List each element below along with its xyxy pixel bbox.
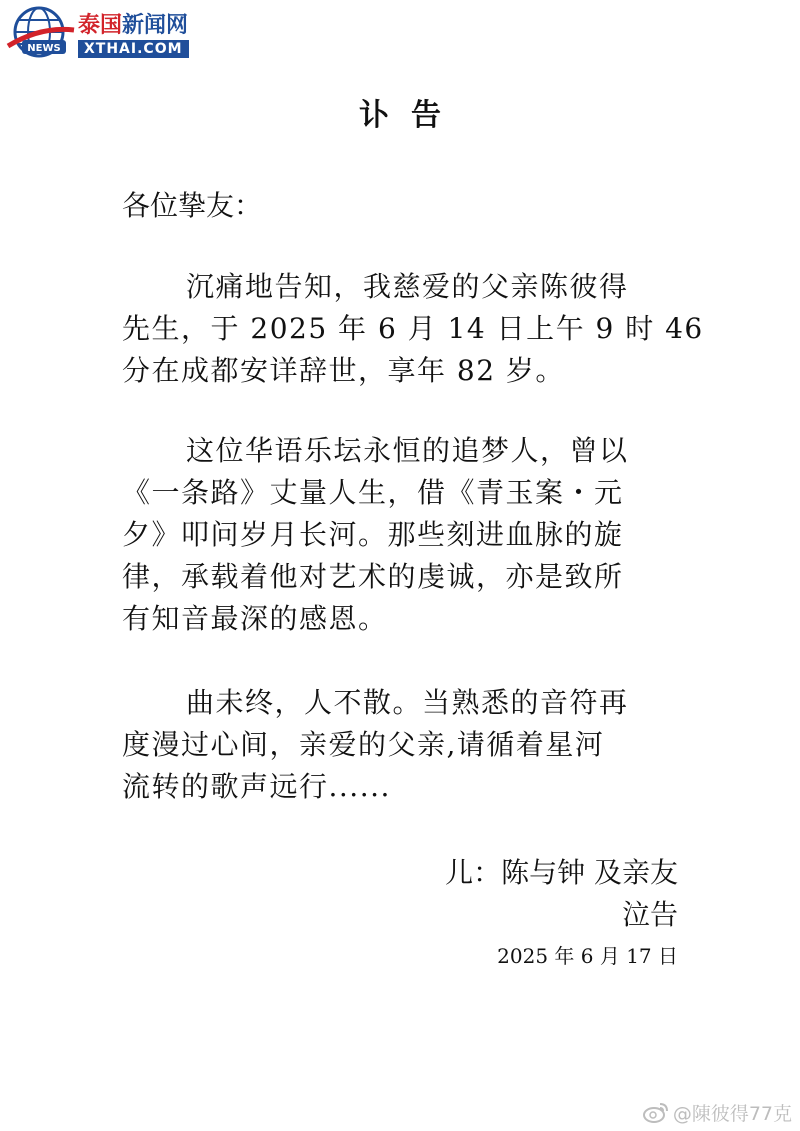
paragraph-2 bbox=[122, 430, 682, 640]
paragraph-line: 律，承载着他对艺术的虔诚，亦是致所 bbox=[122, 560, 624, 593]
greeting: 各位挚友： bbox=[122, 189, 263, 222]
document-date: 2025 年 6 月 17 日 bbox=[497, 944, 678, 968]
paragraph-line: 沉痛地告知，我慈爱的父亲陈彼得 bbox=[186, 270, 629, 303]
paragraph-line: 这位华语乐坛永恒的追梦人，曾以 bbox=[186, 434, 629, 467]
signature-closing: 泣告 bbox=[621, 898, 678, 931]
site-logo[interactable] bbox=[6, 6, 206, 60]
watermark-text: @陳彼得77克 bbox=[672, 1102, 792, 1125]
globe-icon bbox=[6, 6, 76, 60]
site-name bbox=[78, 14, 188, 38]
site-name-part1: 泰国 bbox=[78, 13, 123, 38]
signature-names: 儿：陈与钟 及亲友 bbox=[445, 856, 678, 889]
document-title: 讣告 bbox=[359, 98, 463, 133]
paragraph-line: 度漫过心间，亲爱的父亲,请循着星河 bbox=[122, 728, 605, 761]
site-domain: XTHAI.COM bbox=[78, 40, 189, 58]
site-name-part2: 新闻网 bbox=[122, 13, 189, 38]
paragraph-1 bbox=[122, 266, 704, 392]
paragraph-line: 有知音最深的感恩。 bbox=[122, 602, 388, 635]
paragraph-line: 夕》叩问岁月长河。那些刻进血脉的旋 bbox=[122, 518, 624, 551]
paragraph-line: 流转的歌声远行...... bbox=[122, 770, 391, 803]
paragraph-line: 《一条路》丈量人生，借《青玉案・元 bbox=[122, 476, 624, 509]
paragraph-line: 曲未终，人不散。当熟悉的音符再 bbox=[186, 686, 629, 719]
news-badge: NEWS bbox=[27, 43, 61, 54]
weibo-watermark bbox=[643, 1097, 792, 1127]
paragraph-3 bbox=[122, 682, 682, 808]
weibo-icon bbox=[643, 1101, 669, 1123]
paragraph-line: 分在成都安详辞世，享年 82 岁。 bbox=[122, 354, 565, 387]
paragraph-line: 先生，于 2025 年 6 月 14 日上午 9 时 46 bbox=[122, 312, 704, 345]
